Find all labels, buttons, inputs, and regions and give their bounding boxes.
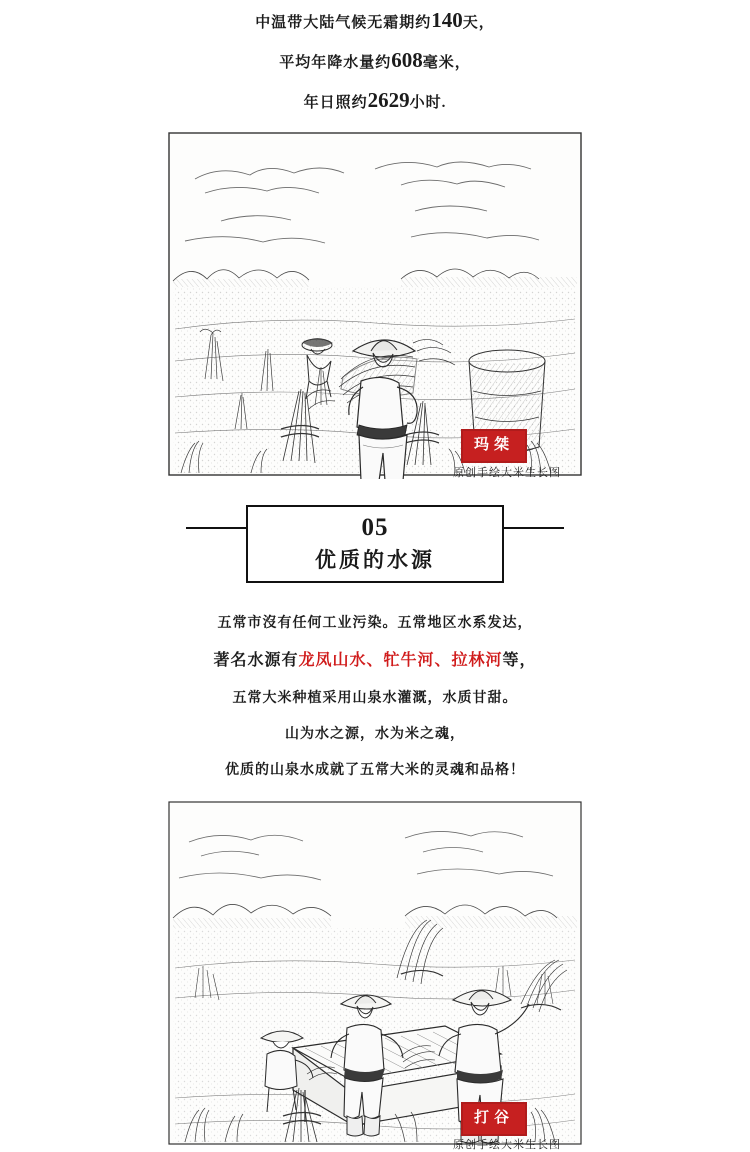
heading-rule-left (186, 527, 246, 529)
illustration-harvest (165, 129, 585, 479)
intro-line-3 (0, 88, 750, 113)
intro-line-2-pre: 平均年降水量约 (279, 55, 392, 72)
body-paragraph-1: 五常市沒有任何工业污染。五常地区水系发达， (217, 615, 533, 631)
body-quote: 山为水之源，水为米之魂， (285, 726, 465, 742)
section-title: 优质的水源 (315, 547, 435, 572)
seal-stamp-top: 玛桀 (461, 429, 527, 463)
heading-rule-right (504, 527, 564, 529)
seal-caption-top: 原创手绘大米生长图 (453, 466, 561, 479)
body-copy-block (0, 615, 750, 781)
section-heading (0, 505, 750, 591)
body-paragraph-3: 五常大米种植采用山泉水灌溉，水质甘甜。 (232, 690, 518, 706)
harvest-sketch-svg (165, 129, 585, 479)
threshing-sketch-svg (165, 798, 585, 1148)
intro-line-3-post: 小时. (409, 95, 447, 112)
intro-text-block (0, 0, 750, 114)
section-heading-box (246, 505, 504, 583)
intro-line-1-pre: 中温带大陆气候无霜期约 (255, 15, 432, 31)
section-number: 05 (361, 513, 389, 541)
intro-line-2 (0, 48, 750, 73)
intro-line-1-number: 140 (431, 8, 463, 32)
body-paragraph-2-pre: 著名水源有 (213, 651, 299, 669)
intro-line-1 (0, 8, 750, 33)
body-paragraph-2 (0, 651, 750, 672)
seal-caption-bottom: 原创手绘大米生长图 (453, 1139, 561, 1152)
body-paragraph-2-post: 等， (502, 651, 537, 669)
intro-line-3-number: 2629 (367, 88, 410, 113)
seal-stamp-bottom: 打谷 (461, 1102, 527, 1136)
intro-line-1-post: 天， (462, 15, 495, 31)
intro-line-2-post: 毫米， (422, 55, 471, 72)
intro-line-2-number: 608 (391, 48, 423, 73)
illustration-threshing (165, 798, 585, 1152)
body-paragraph-4: 优质的山泉水成就了五常大米的灵魂和品格！ (225, 762, 525, 778)
water-sources-highlight: 龙凤山水、牤牛河、拉林河 (298, 651, 503, 669)
intro-line-3-pre: 年日照约 (303, 95, 368, 112)
